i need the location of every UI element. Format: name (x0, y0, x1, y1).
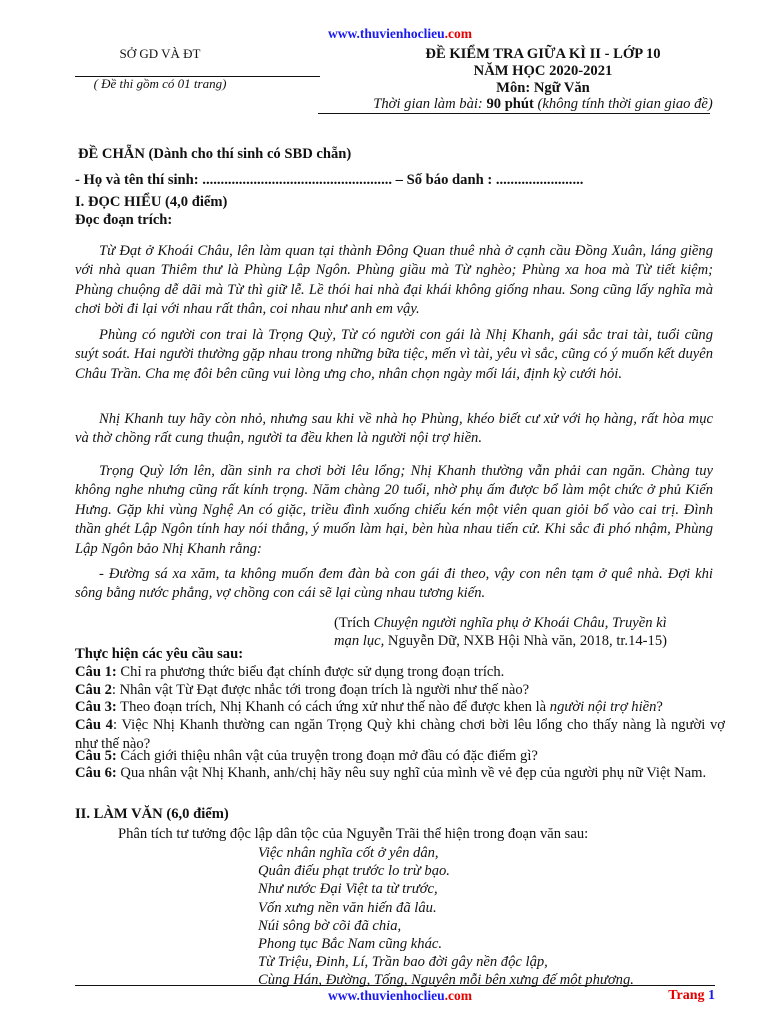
citation: (Trích Chuyện người nghĩa phụ ở Khoái Châu, Truyền kì mạn lục, Nguyễn Dữ, NXB Hội Nhà văn, 2018, tr.14-15) (334, 615, 667, 649)
question-1: Câu 1: Chỉ ra phương thức biểu đạt chính được sử dụng trong đoạn trích. (75, 664, 505, 680)
subject: Môn: Ngữ Văn (496, 80, 590, 96)
page-number: Trang 1 (668, 988, 715, 1003)
poem-line: Quân điếu phạt trước lo trừ bạo. (258, 863, 450, 880)
passage-paragraph: Trọng Quỳ lớn lên, dần sinh ra chơi bời lêu lổng; Nhị Khanh thường vẫn phải can ngăn. Chàng tuy không nghe nhưng cũng rất kính trọng. Năm chàng 20 tuổi, nhờ phụ ấm được bổ làm một chức ở phủ Kiến Hưng. Gặp khi vùng Nghệ An có giặc, triều đình xuống chiếu kén một viên quan giỏi bổ vào cai trị. Đình thần ghét Lập Ngôn tính hay nói thẳng, ý muốn làm hại, bèn hùa nhau tiến cử. Khi sắc đi phó nhậm, Phùng Lập Ngôn bảo Nhị Khanh rằng: (75, 463, 713, 557)
poem-line: Việc nhân nghĩa cốt ở yên dân, (258, 845, 439, 861)
site-url-prefix: www.thuvienhoclieu (327, 26, 445, 41)
site-url-top[interactable] (300, 26, 500, 42)
passage-paragraph: Nhị Khanh tuy hãy còn nhỏ, nhưng sau khi về nhà họ Phùng, khéo biết cư xử với họ hàng, rất hòa mục và thờ chồng rất cung thuận, người ta đều khen là người nội trợ hiền. (75, 411, 713, 447)
essay-prompt: Phân tích tư tưởng độc lập dân tộc của Nguyễn Trãi thể hiện trong đoạn văn sau: (118, 826, 589, 842)
citation-title: Chuyện người nghĩa phụ ở Khoái Châu, Truyền kì mạn lục, (334, 615, 667, 649)
question-6: Câu 6: Qua nhân vật Nhị Khanh, anh/chị hãy nêu suy nghĩ của mình về vẻ đẹp của người phụ nữ Việt Nam. (75, 765, 707, 781)
poem-line: Núi sông bờ cõi đã chia, (258, 917, 402, 934)
question-3: Câu 3: Theo đoạn trích, Nhị Khanh có cách ứng xử như thế nào để được khen là người nội trợ hiền? (75, 699, 663, 715)
site-url-prefix: www.thuvienhoclieu (327, 988, 445, 1003)
exam-title: ĐỀ KIỂM TRA GIỮA KÌ II - LỚP 10 (425, 46, 661, 62)
footer-rule (75, 985, 715, 986)
time-label: Thời gian làm bài: (373, 96, 487, 112)
poem-line: Phong tục Bắc Nam cũng khác. (258, 936, 442, 953)
time-value: 90 phút (486, 96, 534, 112)
department-name: SỞ GD VÀ ĐT (119, 46, 201, 61)
time-note: (không tính thời gian giao đề) (533, 96, 713, 112)
poem-excerpt (258, 844, 634, 990)
question-4: Câu 4: Việc Nhị Khanh thường can ngăn Trọng Quỳ khi chàng chơi bời lêu lổng cho thấy nàng là người vợ như thế nào? (75, 717, 725, 752)
read-label: Đọc đoạn trích: (75, 212, 173, 228)
section2-title: II. LÀM VĂN (6,0 điểm) (75, 806, 229, 822)
passage-paragraph: - Đường sá xa xăm, ta không muốn đem đàn bà con gái đi theo, vậy con nên tạm ở quê nhà. Đợi khi sông bằng nước phẳng, vợ chồng con cái sẽ lại cùng nhau tương kiến. (75, 566, 713, 602)
candidate-line: - Họ và tên thí sinh: .................................................... – Số báo danh : ........................ (75, 172, 584, 188)
poem-line: Như nước Đại Việt ta từ trước, (258, 881, 438, 898)
site-url-suffix: .com (444, 26, 473, 41)
passage-paragraph: Từ Đạt ở Khoái Châu, lên làm quan tại thành Đông Quan thuê nhà ở cạnh cầu Đồng Xuân, láng giềng với nhà quan Thiêm thư là Phùng Lập Ngôn. Phùng giầu mà Từ nghèo; Phùng xa hoa mà Từ tiết kiệm; Phùng chuộng dễ dãi mà Từ thì giữ lễ. Lề thói hai nhà đại khái không giống nhau. Song cũng lấy nghĩa mà chơi bời đi lại với nhau rất thân, coi nhau như anh em vậy. (75, 243, 713, 318)
exam-version: ĐỀ CHẴN (Dành cho thí sinh có SBD chẵn) (78, 146, 352, 162)
section1-title: I. ĐỌC HIỂU (4,0 điểm) (75, 194, 228, 210)
poem-line: Từ Triệu, Đinh, Lí, Trần bao đời gây nền độc lập, (258, 954, 548, 971)
header-right-rule (318, 113, 710, 114)
poem-line: Cùng Hán, Đường, Tống, Nguyên mỗi bên xưng đế một phương. (258, 972, 634, 989)
time-line (318, 96, 768, 113)
site-url-suffix: .com (444, 988, 473, 1003)
tasks-title: Thực hiện các yêu cầu sau: (75, 646, 244, 662)
passage-paragraph: Phùng có người con trai là Trọng Quỳ, Từ có người con gái là Nhị Khanh, gái sắc trai tài, tuổi cũng suýt soát. Hai người thường gặp nhau trong những bữa tiệc, mến vì tài, yêu vì sắc, cũng có ý muốn kết duyên Châu Trần. Cha mẹ đôi bên cũng vui lòng ưng cho, nhân chọn ngày mối lái, định kỳ cưới hỏi. (75, 327, 713, 382)
question-2: Câu 2: Nhân vật Từ Đạt được nhắc tới trong đoạn trích là người như thế nào? (75, 682, 530, 698)
site-url-bottom[interactable] (300, 988, 500, 1004)
poem-line: Vốn xưng nền văn hiến đã lâu. (258, 899, 437, 916)
school-year: NĂM HỌC 2020-2021 (473, 63, 613, 79)
pages-note: ( Đề thi gồm có 01 trang) (93, 76, 227, 91)
question-5: Câu 5: Cách giới thiệu nhân vật của truyện trong đoạn mở đầu có đặc điểm gì? (75, 748, 538, 764)
